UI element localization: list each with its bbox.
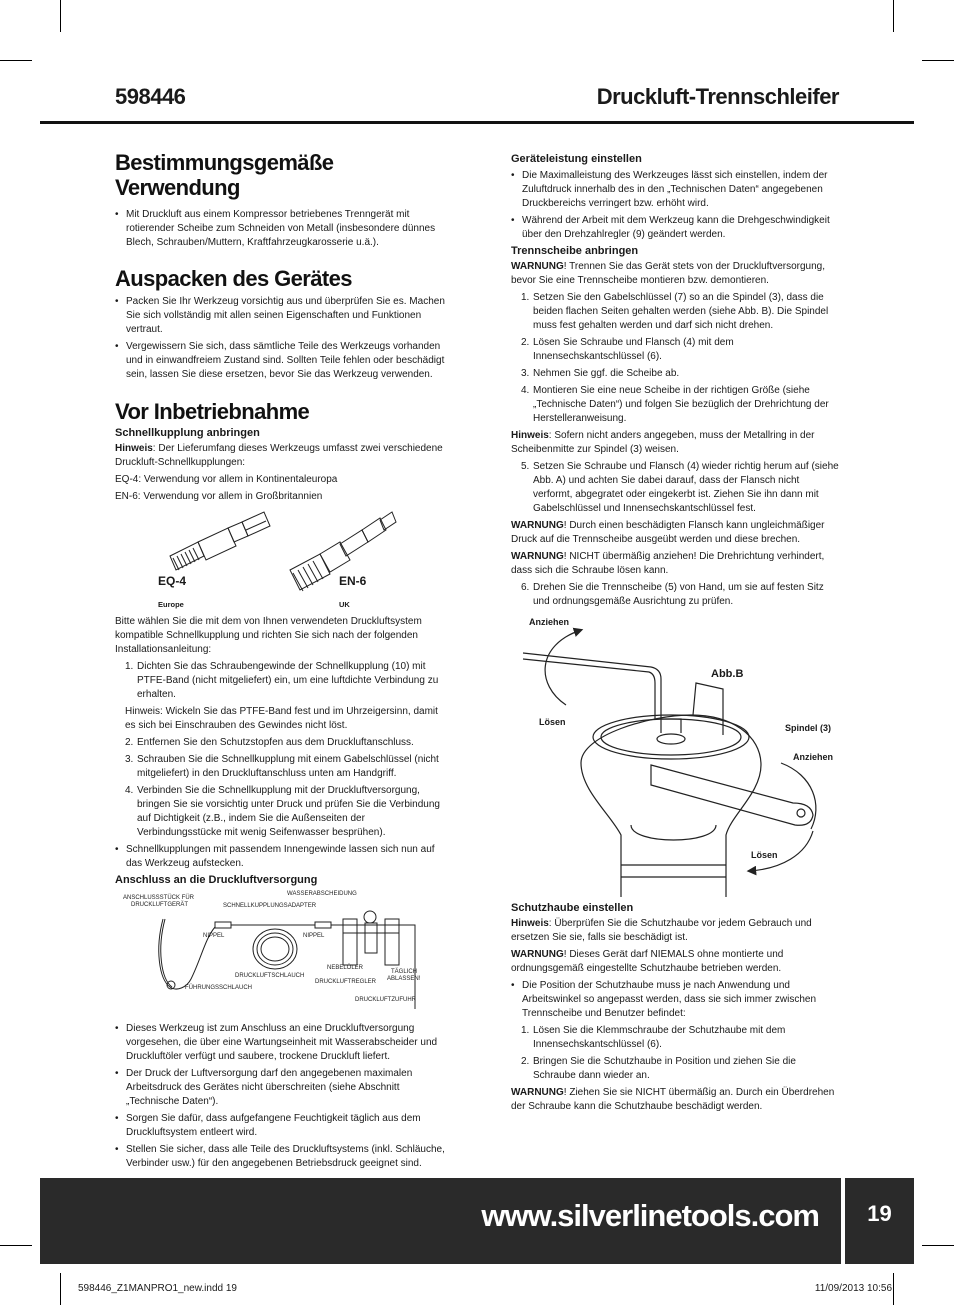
crop-mark <box>922 1245 954 1246</box>
note-keyword: Hinweis <box>115 443 153 454</box>
crop-mark <box>922 60 954 61</box>
list-item: • Schnellkupplungen mit passendem Innengewinde lassen sich nun auf das Werkzeug aufstecken. <box>115 843 445 871</box>
label-air-supply: DRUCKLUFTZUFUHR <box>355 997 416 1003</box>
eq4-region: Europe <box>158 600 184 609</box>
subheading-quick-coupling: Schnellkupplung anbringen <box>115 427 260 439</box>
model-number: 598446 <box>115 84 186 109</box>
list-item: 4. Verbinden Sie die Schnellkupplung mit der Druckluftversorgung, bringen Sie sie vorsichtig unter Druck und prüfen Sie die Verbindung auf Dichtigkeit (z.B., indem Sie die Außenseiten der Verbindungsstücke mit wenig Seifenwasser besprühen). <box>125 785 440 838</box>
label-daily-1: TÄGLICH <box>391 969 418 975</box>
list-item: 2. Entfernen Sie den Schutzstopfen aus dem Druckluftanschluss. <box>125 737 414 748</box>
list-item: 3. Schrauben Sie die Schnellkupplung mit einem Gabelschlüssel (nicht mitgeliefert) in den Druckluftanschluss unten am Handgriff. <box>125 754 439 779</box>
disc-steps <box>511 291 839 426</box>
lead-hose <box>159 919 215 989</box>
hint-paragraph: Hinweis: Sofern nicht anders angegeben, muss der Metallring in der Scheibenmitte zur Spindel (3) weisen. <box>511 430 815 455</box>
footer-bar <box>40 1178 914 1264</box>
list-item: • Die Maximalleistung des Werkzeuges lässt sich einstellen, indem der Zuluftdruck innerhalb des in den „Technischen Daten“ angegebenen Druckbereichs verringert bzw. erhöht wird. <box>511 169 839 211</box>
crop-mark <box>60 0 61 32</box>
guard-steps <box>511 1024 839 1083</box>
list-item: 5. Setzen Sie Schraube und Flansch (4) wieder richtig herum auf (siehe Abb. A) und achten Sie dabei darauf, dass der Flansch nicht verformt, abgegratet oder eingekerbt ist. Ziehen Sie ihn dann mit Gabelschlüssel und Innensechskantschlüssel fest. <box>521 461 839 514</box>
list-item: • Sorgen Sie dafür, dass aufgefangene Feuchtigkeit täglich aus dem Druckluftsystem entleert wird. <box>115 1112 445 1140</box>
label-nipple-right: NIPPEL <box>303 933 325 939</box>
list-item: 1. Lösen Sie die Klemmschraube der Schutzhaube mit dem Innensechskantschlüssel (6). <box>521 1025 786 1050</box>
nippel-right <box>315 922 331 928</box>
ptfe-hint: Hinweis: Wickeln Sie das PTFE-Band fest und im Uhrzeigersinn, damit es sich bei Einschrauben des Gewindes nicht löst. <box>125 706 438 731</box>
eq4-coupling-icon <box>170 512 270 570</box>
list-item: • Packen Sie Ihr Werkzeug vorsichtig aus und überprüfen Sie es. Machen Sie sich vollständig mit allen seinen Eigenschaften und Funktionen vertraut. <box>115 295 445 337</box>
section-title-unpacking: Auspacken des Gerätes <box>115 266 352 291</box>
crop-mark <box>893 1273 894 1305</box>
list-item: 2. Bringen Sie die Schutzhaube in Position und ziehen Sie die Schraube dann wieder an. <box>521 1056 796 1081</box>
fig-b-loosen-bottom: Lösen <box>751 850 778 860</box>
label-lead-hose: FÜHRUNGSSCHLAUCH <box>185 985 253 991</box>
label-fitting-2: DRUCKLUFTGERÄT <box>131 902 189 908</box>
crop-mark <box>893 0 894 32</box>
subheading-guard: Schutzhaube einstellen <box>511 902 634 914</box>
guard-list <box>511 979 839 1021</box>
label-water-separation: WASSERABSCHEIDUNG <box>287 891 357 897</box>
grinder-illustration <box>511 615 839 897</box>
footer-website-link[interactable]: www.silverlinetools.com <box>481 1198 819 1233</box>
fig-b-tighten-top: Anziehen <box>529 617 570 627</box>
install-steps-continued <box>115 736 445 840</box>
warning-paragraph: WARNUNG! NICHT übermäßig anziehen! Die Drehrichtung verhindert, dass sich die Schraube lösen kann. <box>511 551 825 576</box>
page-title: Druckluft-Trennschleifer <box>596 84 839 109</box>
cutting-disc-icon <box>593 715 749 759</box>
figure-b <box>511 615 839 897</box>
unpacking-list <box>115 295 445 382</box>
warning-paragraph: WARNUNG! Durch einen beschädigten Flansch kann ungleichmäßiger Druck auf die Trennscheibe ausgeübt werden und diese brechen. <box>511 520 825 545</box>
list-item: 1. Setzen Sie den Gabelschlüssel (7) so an die Spindel (3), dass die beiden flachen Seiten gehalten werden (siehe Abb. B). Die Spindel muss fest gehalten werden und darf sich nicht drehen. <box>521 292 829 331</box>
list-item: 1. Dichten Sie das Schraubengewinde der Schnellkupplung (10) mit PTFE-Band (nicht mitgeliefert) ein, um eine luftdichte Verbindung zu erhalten. <box>125 661 439 700</box>
warning-paragraph: WARNUNG! Ziehen Sie sie NICHT übermäßig an. Durch ein Überdrehen der Schraube kann die Schutzhaube beschädigt werden. <box>511 1087 835 1112</box>
performance-list <box>511 169 839 242</box>
intended-use-list <box>115 208 445 250</box>
list-item: • Während der Arbeit mit dem Werkzeug kann die Drehgeschwindigkeit über den Drehzahlregler (9) geändert werden. <box>511 214 839 242</box>
hint-paragraph: Hinweis: Überprüfen Sie die Schutzhaube vor jedem Gebrauch und ersetzen Sie sie, falls sie beschädigt ist. <box>511 918 812 943</box>
coupling-figure <box>115 508 445 612</box>
fig-b-spindle: Spindel (3) <box>785 723 832 733</box>
right-column <box>511 152 839 1114</box>
air-supply-illustration <box>115 889 445 1019</box>
filter-unit <box>343 911 399 965</box>
label-adapter: SCHNELLKUPPLUNGSADAPTER <box>223 903 317 909</box>
disc-steps-3 <box>511 581 839 609</box>
list-item: 3. Nehmen Sie ggf. die Scheibe ab. <box>521 368 680 379</box>
list-item: 6. Drehen Sie die Trennscheibe (5) von Hand, um sie auf festen Sitz und ordnungsgemäße Ausrichtung zu prüfen. <box>521 582 824 607</box>
install-intro: Bitte wählen Sie die mit dem von Ihnen verwendeten Druckluftsystem kompatible Schnellkupplung und richten Sie sich nach der folgenden Installationsanleitung: <box>115 616 422 655</box>
label-air-hose: DRUCKLUFTSCHLAUCH <box>235 973 305 979</box>
disc-steps-2 <box>511 460 839 516</box>
list-item: 4. Montieren Sie eine neue Scheibe in der richtigen Größe (siehe „Technische Daten“) und folgen Sie bezüglich der Drehrichtung der Herstelleranweisung. <box>521 385 829 424</box>
install-steps <box>115 660 445 702</box>
eq4-label: EQ-4 <box>158 574 187 588</box>
list-item: 2. Lösen Sie Schraube und Flansch (4) mit dem Innensechskantschlüssel (6). <box>521 337 734 362</box>
page-number: 19 <box>841 1178 914 1264</box>
fig-b-loosen-left: Lösen <box>539 717 566 727</box>
label-fitting-1: ANSCHLUSSSTÜCK FÜR <box>123 895 195 901</box>
fig-b-tighten-right: Anziehen <box>793 752 834 762</box>
warning-paragraph: WARNUNG! Trennen Sie das Gerät stets von der Druckluftversorgung, bevor Sie eine Trennscheibe montieren bzw. demontieren. <box>511 261 826 286</box>
coupling-bullet <box>115 843 445 871</box>
note-paragraph <box>115 442 445 470</box>
header-rule <box>40 121 914 124</box>
note-text: : Der Lieferumfang dieses Werkzeugs umfasst zwei verschiedene Druckluft-Schnellkupplungen: <box>115 443 443 468</box>
en6-region: UK <box>339 600 350 609</box>
coupling-illustration <box>115 508 445 612</box>
section-title-before-use: Vor Inbetriebnahme <box>115 399 310 424</box>
en6-label: EN-6 <box>339 574 367 588</box>
hose-coil <box>253 929 297 969</box>
subheading-air-supply: Anschluss an die Druckluftversorgung <box>115 874 318 886</box>
crop-mark <box>60 1273 61 1305</box>
left-column <box>115 150 445 1171</box>
label-regulator: DRUCKLUFTREGLER <box>315 979 377 985</box>
crop-mark <box>0 1245 32 1246</box>
print-slug-file: 598446_Z1MANPRO1_new.indd 19 <box>78 1283 237 1294</box>
section-title-intended-use: Bestimmungsgemäße Verwendung <box>115 150 334 200</box>
print-slug-date: 11/09/2013 10:56 <box>814 1283 892 1294</box>
gauge-icon <box>364 911 376 923</box>
list-item: • Die Position der Schutzhaube muss je nach Anwendung und Arbeitswinkel so angepasst werden, dass sie sich immer zwischen Trennscheibe und Benutzer befindet: <box>511 979 839 1021</box>
nippel-left <box>215 922 231 928</box>
tighten-arrow-top <box>545 630 581 705</box>
en6-usage: EN-6: Verwendung vor allem in Großbritannien <box>115 491 323 502</box>
tighten-arrow-right <box>781 763 816 829</box>
eq4-usage: EQ-4: Verwendung vor allem in Kontinentaleuropa <box>115 474 338 485</box>
list-item: • Der Druck der Luftversorgung darf den angegebenen maximalen Arbeitsdruck des Gerätes nicht überschreiten (siehe Abschnitt „Technische Daten“). <box>115 1067 445 1109</box>
air-supply-diagram <box>115 889 445 1019</box>
subheading-fit-disc: Trennscheibe anbringen <box>511 245 639 257</box>
crop-mark <box>0 60 32 61</box>
list-item: • Vergewissern Sie sich, dass sämtliche Teile des Werkzeugs vorhanden und in einwandfreiem Zustand sind. Sollten Teile fehlen oder beschädigt sein, lassen Sie diese ersetzen, bevor Sie das Werkzeug verwenden. <box>115 340 445 382</box>
hex-key-icon <box>523 653 661 719</box>
list-item: • Stellen Sie sicher, dass alle Teile des Druckluftsystems (inkl. Schläuche, Verbinder usw.) für den angegebenen Betriebsdruck geeignet sind. <box>115 1143 445 1171</box>
air-supply-list <box>115 1022 445 1171</box>
label-daily-2: ABLASSEN! <box>387 976 421 982</box>
list-item: • Mit Druckluft aus einem Kompressor betriebenes Trenngerät mit rotierender Scheibe zum Schneiden von Metall (insbesondere dünnes Blech, Schrauben/Muttern, Kraftfahrzeugkarosserie u.ä.). <box>115 208 445 250</box>
fig-b-title: Abb.B <box>711 668 744 680</box>
list-item: • Dieses Werkzeug ist zum Anschluss an eine Druckluftversorgung vorgesehen, die über eine Wartungseinheit mit Wasserabscheider und Druckluftöler verfügt und saubere, trockene Druckluft liefert. <box>115 1022 445 1064</box>
label-oiler: NEBELÖLER <box>327 965 364 971</box>
subheading-performance: Geräteleistung einstellen <box>511 153 642 165</box>
warning-paragraph: WARNUNG! Dieses Gerät darf NIEMALS ohne montierte und ordnungsgemäß eingestellte Schutzhaube betrieben werden. <box>511 949 784 974</box>
spanner-icon <box>651 765 813 825</box>
label-nipple-left: NIPPEL <box>203 933 225 939</box>
